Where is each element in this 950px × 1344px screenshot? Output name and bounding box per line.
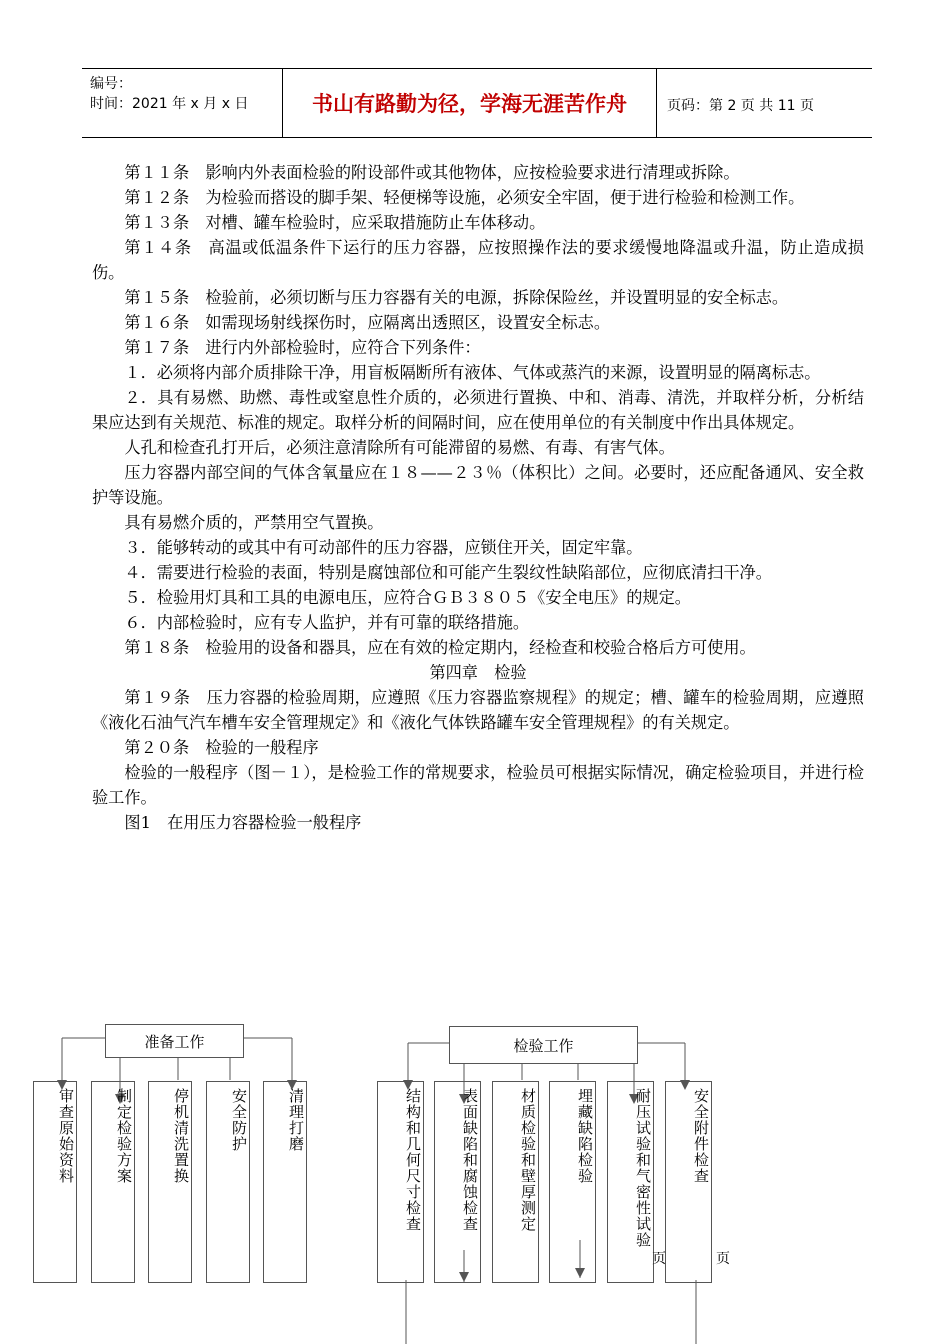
step-box [206,1081,250,1283]
paragraph: 第１４条 高温或低温条件下运行的压力容器，应按照操作法的要求缓慢地降温或升温，防止造成损伤。 [92,238,864,282]
prep-work-box: 准备工作 [105,1024,244,1058]
header-meta-cell [82,69,283,137]
step-label: 埋藏缺陷检验 [576,1088,594,1184]
step-box [665,1081,712,1283]
paragraph: 第１５条 检验前，必须切断与压力容器有关的电源，拆除保险丝，并设置明显的安全标志。 [124,288,789,307]
paragraph: 压力容器内部空间的气体含氧量应在１８——２３％（体积比）之间。必要时，还应配备通风、安全救护等设施。 [92,463,864,507]
paragraph: ４．需要进行检验的表面，特别是腐蚀部位和可能产生裂纹性缺陷部位，应彻底清扫干净。 [124,563,772,582]
inspection-flowchart [0,1010,950,1344]
paragraph: 第１１条 影响内外表面检验的附设部件或其他物体，应按检验要求进行清理或拆除。 [124,163,740,182]
paragraph: 第１９条 压力容器的检验周期，应遵照《压力容器监察规程》的规定；槽、罐车的检验周期，应遵照《液化石油气汽车槽车安全管理规定》和《液化气体铁路罐车安全管理规程》的有关规定。 [92,688,864,732]
step-label: 清理打磨 [287,1088,305,1152]
step-box [434,1081,481,1283]
paragraph: 第１６条 如需现场射线探伤时，应隔离出透照区，设置安全标志。 [124,313,611,332]
paragraph: 第１７条 进行内外部检验时，应符合下列条件： [124,338,481,357]
step-label: 耐压试验和气密性试验 [634,1088,652,1248]
header-motto: 书山有路勤为径，学海无涯苦作舟 [283,69,657,137]
paragraph: ５．检验用灯具和工具的电源电压，应符合ＧＢ３８０５《安全电压》的规定。 [124,588,691,607]
inspection-work-box: 检验工作 [449,1026,638,1064]
step-box [492,1081,539,1283]
paragraph: 第１３条 对槽、罐车检验时，应采取措施防止车体移动。 [124,213,546,232]
paragraph: 具有易燃介质的，严禁用空气置换。 [124,513,384,532]
step-label: 表面缺陷和腐蚀检查 [461,1088,479,1232]
page-number-info: 页码：第 2 页 共 11 页 [667,98,814,114]
paragraph: 检验的一般程序（图－１），是检验工作的常规要求，检验员可根据实际情况，确定检验项目，并进行检验工作。 [92,763,864,807]
chapter-heading: 第四章 检验 [429,663,527,682]
paragraph: 第１８条 检验用的设备和器具，应在有效的检定期内，经检查和校验合格后方可使用。 [124,638,756,657]
step-label: 停机清洗置换 [172,1088,190,1184]
paragraph: ２．具有易燃、助燃、毒性或窒息性介质的，必须进行置换、中和、消毒、清洗，并取样分析，分析结果应达到有关规范、标准的规定。取样分析的间隔时间，应在使用单位的有关制度中作出具体规定。 [92,388,864,432]
step-box [33,1081,77,1283]
step-box [148,1081,192,1283]
paragraph: 第２０条 检验的一般程序 [124,738,319,757]
page-header [82,68,872,138]
paragraph: ６．内部检验时，应有专人监护，并有可靠的联络措施。 [124,613,530,632]
step-box [91,1081,135,1283]
document-date: 时间：2021 年 x 月 x 日 [90,96,249,112]
step-box [607,1081,654,1283]
paragraph: 人孔和检查孔打开后，必须注意清除所有可能滞留的易燃、有毒、有害气体。 [124,438,675,457]
paragraph: ３．能够转动的或其中有可动部件的压力容器，应锁住开关，固定牢靠。 [124,538,643,557]
step-label: 结构和几何尺寸检查 [404,1088,422,1232]
step-box [263,1081,307,1283]
step-box [549,1081,596,1283]
footer-fragment: 页 [652,1251,666,1267]
step-label: 制定检验方案 [115,1088,133,1184]
document-number-label: 编号： [90,76,132,92]
figure-caption: 图1 在用压力容器检验一般程序 [124,813,362,832]
step-label: 安全附件检查 [692,1088,710,1184]
footer-fragment: 页 [716,1251,730,1267]
step-box [377,1081,424,1283]
step-label: 审查原始资料 [57,1088,75,1184]
document-body [92,160,864,835]
step-label: 材质检验和壁厚测定 [519,1088,537,1232]
paragraph: １．必须将内部介质排除干净，用盲板隔断所有液体、气体或蒸汽的来源，设置明显的隔离标志。 [124,363,821,382]
paragraph: 第１２条 为检验而搭设的脚手架、轻便梯等设施，必须安全牢固，便于进行检验和检测工作。 [124,188,805,207]
step-label: 安全防护 [230,1088,248,1152]
